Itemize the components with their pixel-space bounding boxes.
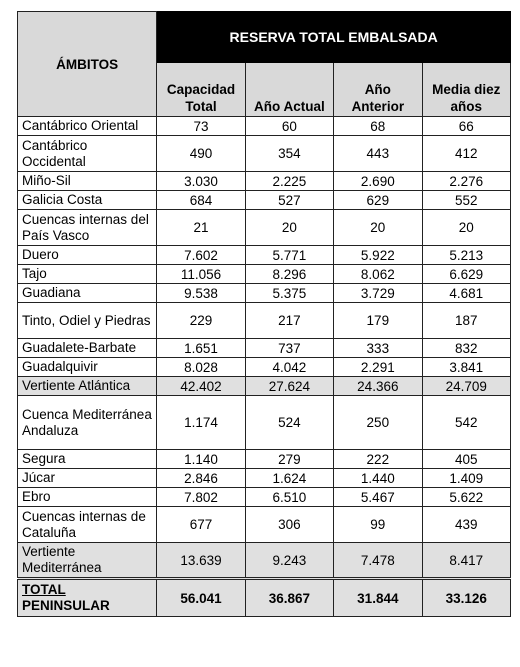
row-value: 3.030 — [157, 172, 245, 191]
table-row — [18, 358, 511, 377]
table-row — [18, 543, 511, 579]
row-value: 99 — [334, 507, 422, 543]
row-ambito: Vertiente Atlántica — [18, 377, 157, 396]
table-row — [18, 172, 511, 191]
row-value: 737 — [245, 339, 333, 358]
row-value: 2.291 — [334, 358, 422, 377]
col-ano-anterior: Año Anterior — [334, 63, 422, 117]
table-row — [18, 488, 511, 507]
table-row — [18, 191, 511, 210]
table-row — [18, 265, 511, 284]
row-value: 2.690 — [334, 172, 422, 191]
row-value: 7.802 — [157, 488, 245, 507]
row-value: 8.062 — [334, 265, 422, 284]
row-value: 542 — [422, 396, 510, 450]
row-ambito: Miño-Sil — [18, 172, 157, 191]
row-value: 8.417 — [422, 543, 510, 579]
row-value: 2.276 — [422, 172, 510, 191]
row-ambito: Júcar — [18, 469, 157, 488]
row-value: 9.538 — [157, 284, 245, 303]
row-ambito: Galicia Costa — [18, 191, 157, 210]
row-value: 27.624 — [245, 377, 333, 396]
row-value: 3.841 — [422, 358, 510, 377]
row-value: 5.922 — [334, 246, 422, 265]
row-value: 5.622 — [422, 488, 510, 507]
row-value: 8.296 — [245, 265, 333, 284]
row-ambito: Guadalete-Barbate — [18, 339, 157, 358]
row-value: 73 — [157, 117, 245, 136]
row-value: 439 — [422, 507, 510, 543]
row-value: 1.624 — [245, 469, 333, 488]
row-ambito: Duero — [18, 246, 157, 265]
row-value: 5.467 — [334, 488, 422, 507]
table-body — [18, 117, 511, 617]
row-value: 333 — [334, 339, 422, 358]
row-ambito: Ebro — [18, 488, 157, 507]
row-value: 1.651 — [157, 339, 245, 358]
row-value: 20 — [334, 210, 422, 246]
row-value: 490 — [157, 136, 245, 172]
row-value: 68 — [334, 117, 422, 136]
row-value: 7.602 — [157, 246, 245, 265]
table-row — [18, 136, 511, 172]
row-value: 6.629 — [422, 265, 510, 284]
row-value: 24.709 — [422, 377, 510, 396]
row-value: 2.846 — [157, 469, 245, 488]
total-row — [18, 579, 511, 617]
row-value: 5.213 — [422, 246, 510, 265]
row-value: 629 — [334, 191, 422, 210]
total-value: 36.867 — [245, 579, 333, 617]
row-value: 24.366 — [334, 377, 422, 396]
row-ambito: Segura — [18, 450, 157, 469]
row-value: 1.140 — [157, 450, 245, 469]
table-row — [18, 339, 511, 358]
row-ambito: Cuencas internas de Cataluña — [18, 507, 157, 543]
row-value: 405 — [422, 450, 510, 469]
total-value: 33.126 — [422, 579, 510, 617]
table-row — [18, 210, 511, 246]
row-ambito: Cuenca Mediterránea Andaluza — [18, 396, 157, 450]
row-ambito: Vertiente Mediterránea — [18, 543, 157, 579]
total-label-line1: TOTAL — [22, 582, 66, 597]
table-row — [18, 117, 511, 136]
row-value: 21 — [157, 210, 245, 246]
row-value: 684 — [157, 191, 245, 210]
row-ambito: Cantábrico Occidental — [18, 136, 157, 172]
table-row — [18, 507, 511, 543]
col-ano-actual: Año Actual — [245, 63, 333, 117]
col-media-diez-anos: Media diez años — [422, 63, 510, 117]
row-value: 222 — [334, 450, 422, 469]
row-value: 6.510 — [245, 488, 333, 507]
row-value: 552 — [422, 191, 510, 210]
row-value: 229 — [157, 303, 245, 339]
row-ambito: Guadiana — [18, 284, 157, 303]
row-value: 66 — [422, 117, 510, 136]
row-value: 2.225 — [245, 172, 333, 191]
row-value: 1.174 — [157, 396, 245, 450]
row-ambito: Tinto, Odiel y Piedras — [18, 303, 157, 339]
row-value: 8.028 — [157, 358, 245, 377]
total-value: 31.844 — [334, 579, 422, 617]
row-value: 443 — [334, 136, 422, 172]
row-value: 217 — [245, 303, 333, 339]
row-value: 3.729 — [334, 284, 422, 303]
reserva-table — [17, 11, 511, 617]
row-value: 5.771 — [245, 246, 333, 265]
table-row — [18, 246, 511, 265]
table-row — [18, 303, 511, 339]
table-row — [18, 284, 511, 303]
row-value: 677 — [157, 507, 245, 543]
row-value: 187 — [422, 303, 510, 339]
row-value: 279 — [245, 450, 333, 469]
col-capacidad-total: Capacidad Total — [157, 63, 245, 117]
row-ambito: Tajo — [18, 265, 157, 284]
row-value: 20 — [245, 210, 333, 246]
table-row — [18, 377, 511, 396]
total-label — [18, 579, 157, 617]
total-label-line2: PENINSULAR — [22, 598, 110, 613]
reserva-header: RESERVA TOTAL EMBALSADA — [157, 12, 511, 63]
table-row — [18, 469, 511, 488]
row-value: 13.639 — [157, 543, 245, 579]
row-ambito: Cuencas internas del País Vasco — [18, 210, 157, 246]
row-value: 306 — [245, 507, 333, 543]
row-value: 524 — [245, 396, 333, 450]
table-row — [18, 450, 511, 469]
row-value: 11.056 — [157, 265, 245, 284]
row-value: 179 — [334, 303, 422, 339]
row-value: 527 — [245, 191, 333, 210]
row-value: 20 — [422, 210, 510, 246]
total-value: 56.041 — [157, 579, 245, 617]
row-value: 1.440 — [334, 469, 422, 488]
row-ambito: Guadalquivir — [18, 358, 157, 377]
row-value: 4.042 — [245, 358, 333, 377]
row-ambito: Cantábrico Oriental — [18, 117, 157, 136]
row-value: 9.243 — [245, 543, 333, 579]
row-value: 1.409 — [422, 469, 510, 488]
row-value: 4.681 — [422, 284, 510, 303]
row-value: 42.402 — [157, 377, 245, 396]
row-value: 60 — [245, 117, 333, 136]
row-value: 250 — [334, 396, 422, 450]
table-row — [18, 396, 511, 450]
ambitos-header: ÁMBITOS — [18, 12, 157, 117]
row-value: 412 — [422, 136, 510, 172]
row-value: 7.478 — [334, 543, 422, 579]
row-value: 354 — [245, 136, 333, 172]
row-value: 5.375 — [245, 284, 333, 303]
row-value: 832 — [422, 339, 510, 358]
